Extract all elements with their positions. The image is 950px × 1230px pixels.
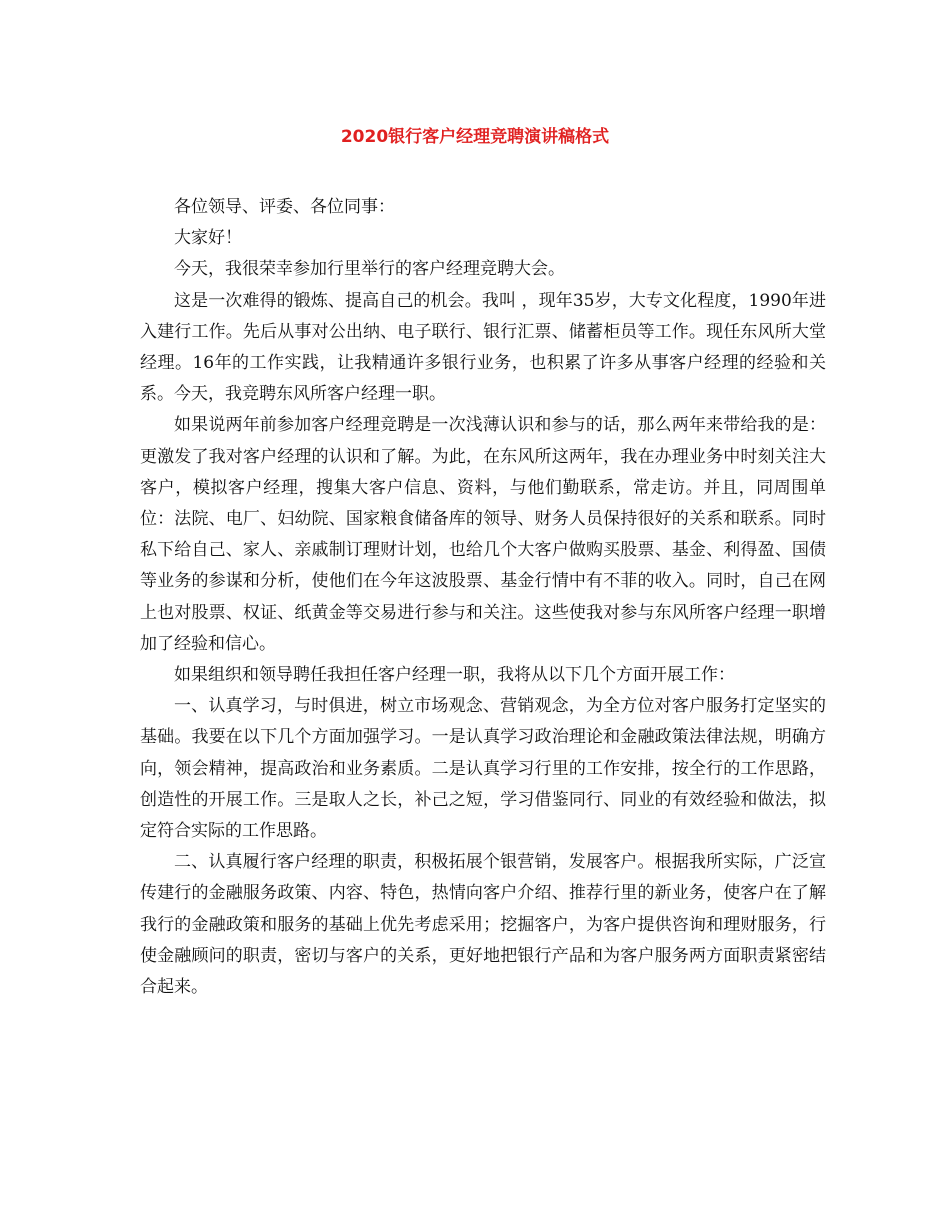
document-title: 2020银行客户经理竞聘演讲稿格式 (340, 127, 610, 147)
paragraph: 如果说两年前参加客户经理竞聘是一次浅薄认识和参与的话，那么两年来带给我的是：更激发了我对客户经理的认识和了解。为此，在东风所这两年，我在办理业务中时刻关注大客户，模拟客户经理，搜集大客户信息、资料，与他们勤联系，常走访。并且，同周围单位：法院、电厂、妇幼院、国家粮食储备库的领导、财务人员保持很好的关系和联系。同时私下给自己、家人、亲戚制订理财计划，也给几个大客户做购买股票、基金、利得盈、国债等业务的参谋和分析，使他们在今年这波股票、基金行情中有不菲的收入。同时，自己在网上也对股票、权证、纸黄金等交易进行参与和关注。这些使我对参与东风所客户经理一职增加了经验和信心。 (140, 415, 826, 654)
paragraph: 大家好！ (174, 228, 242, 249)
paragraph: 这是一次难得的锻炼、提高自己的机会。我叫 ，现年35岁，大专文化程度，1990年进入建行工作。先后从事对公出纳、电子联行、银行汇票、储蓄柜员等工作。现任东风所大堂经理。16年的工作实践，让我精通许多银行业务，也积累了许多从事客户经理的经验和关系。今天，我竞聘东风所客户经理一职。 (140, 290, 826, 405)
paragraph: 一、认真学习，与时俱进，树立市场观念、营销观念，为全方位对客户服务打定坚实的基础。我要在以下几个方面加强学习。一是认真学习政治理论和金融政策法律法规，明确方向，领会精神，提高政治和业务素质。二是认真学习行里的工作安排，按全行的工作思路，创造性的开展工作。三是取人之长，补己之短，学习借鉴同行、同业的有效经验和做法，拟定符合实际的工作思路。 (140, 696, 826, 842)
paragraph: 二、认真履行客户经理的职责，积极拓展个银营销，发展客户。根据我所实际，广泛宣传建行的金融服务政策、内容、特色，热情向客户介绍、推荐行里的新业务，使客户在了解我行的金融政策和服务的基础上优先考虑采用；挖掘客户，为客户提供咨询和理财服务，行使金融顾问的职责，密切与客户的关系，更好地把银行产品和为客户服务两方面职责紧密结合起来。 (140, 852, 826, 998)
paragraph: 各位领导、评委、各位同事： (174, 197, 395, 217)
paragraph: 今天，我很荣幸参加行里举行的客户经理竞聘大会。 (174, 259, 565, 280)
paragraph: 如果组织和领导聘任我担任客户经理一职，我将从以下几个方面开展工作： (174, 665, 735, 686)
document-body (140, 192, 826, 1003)
